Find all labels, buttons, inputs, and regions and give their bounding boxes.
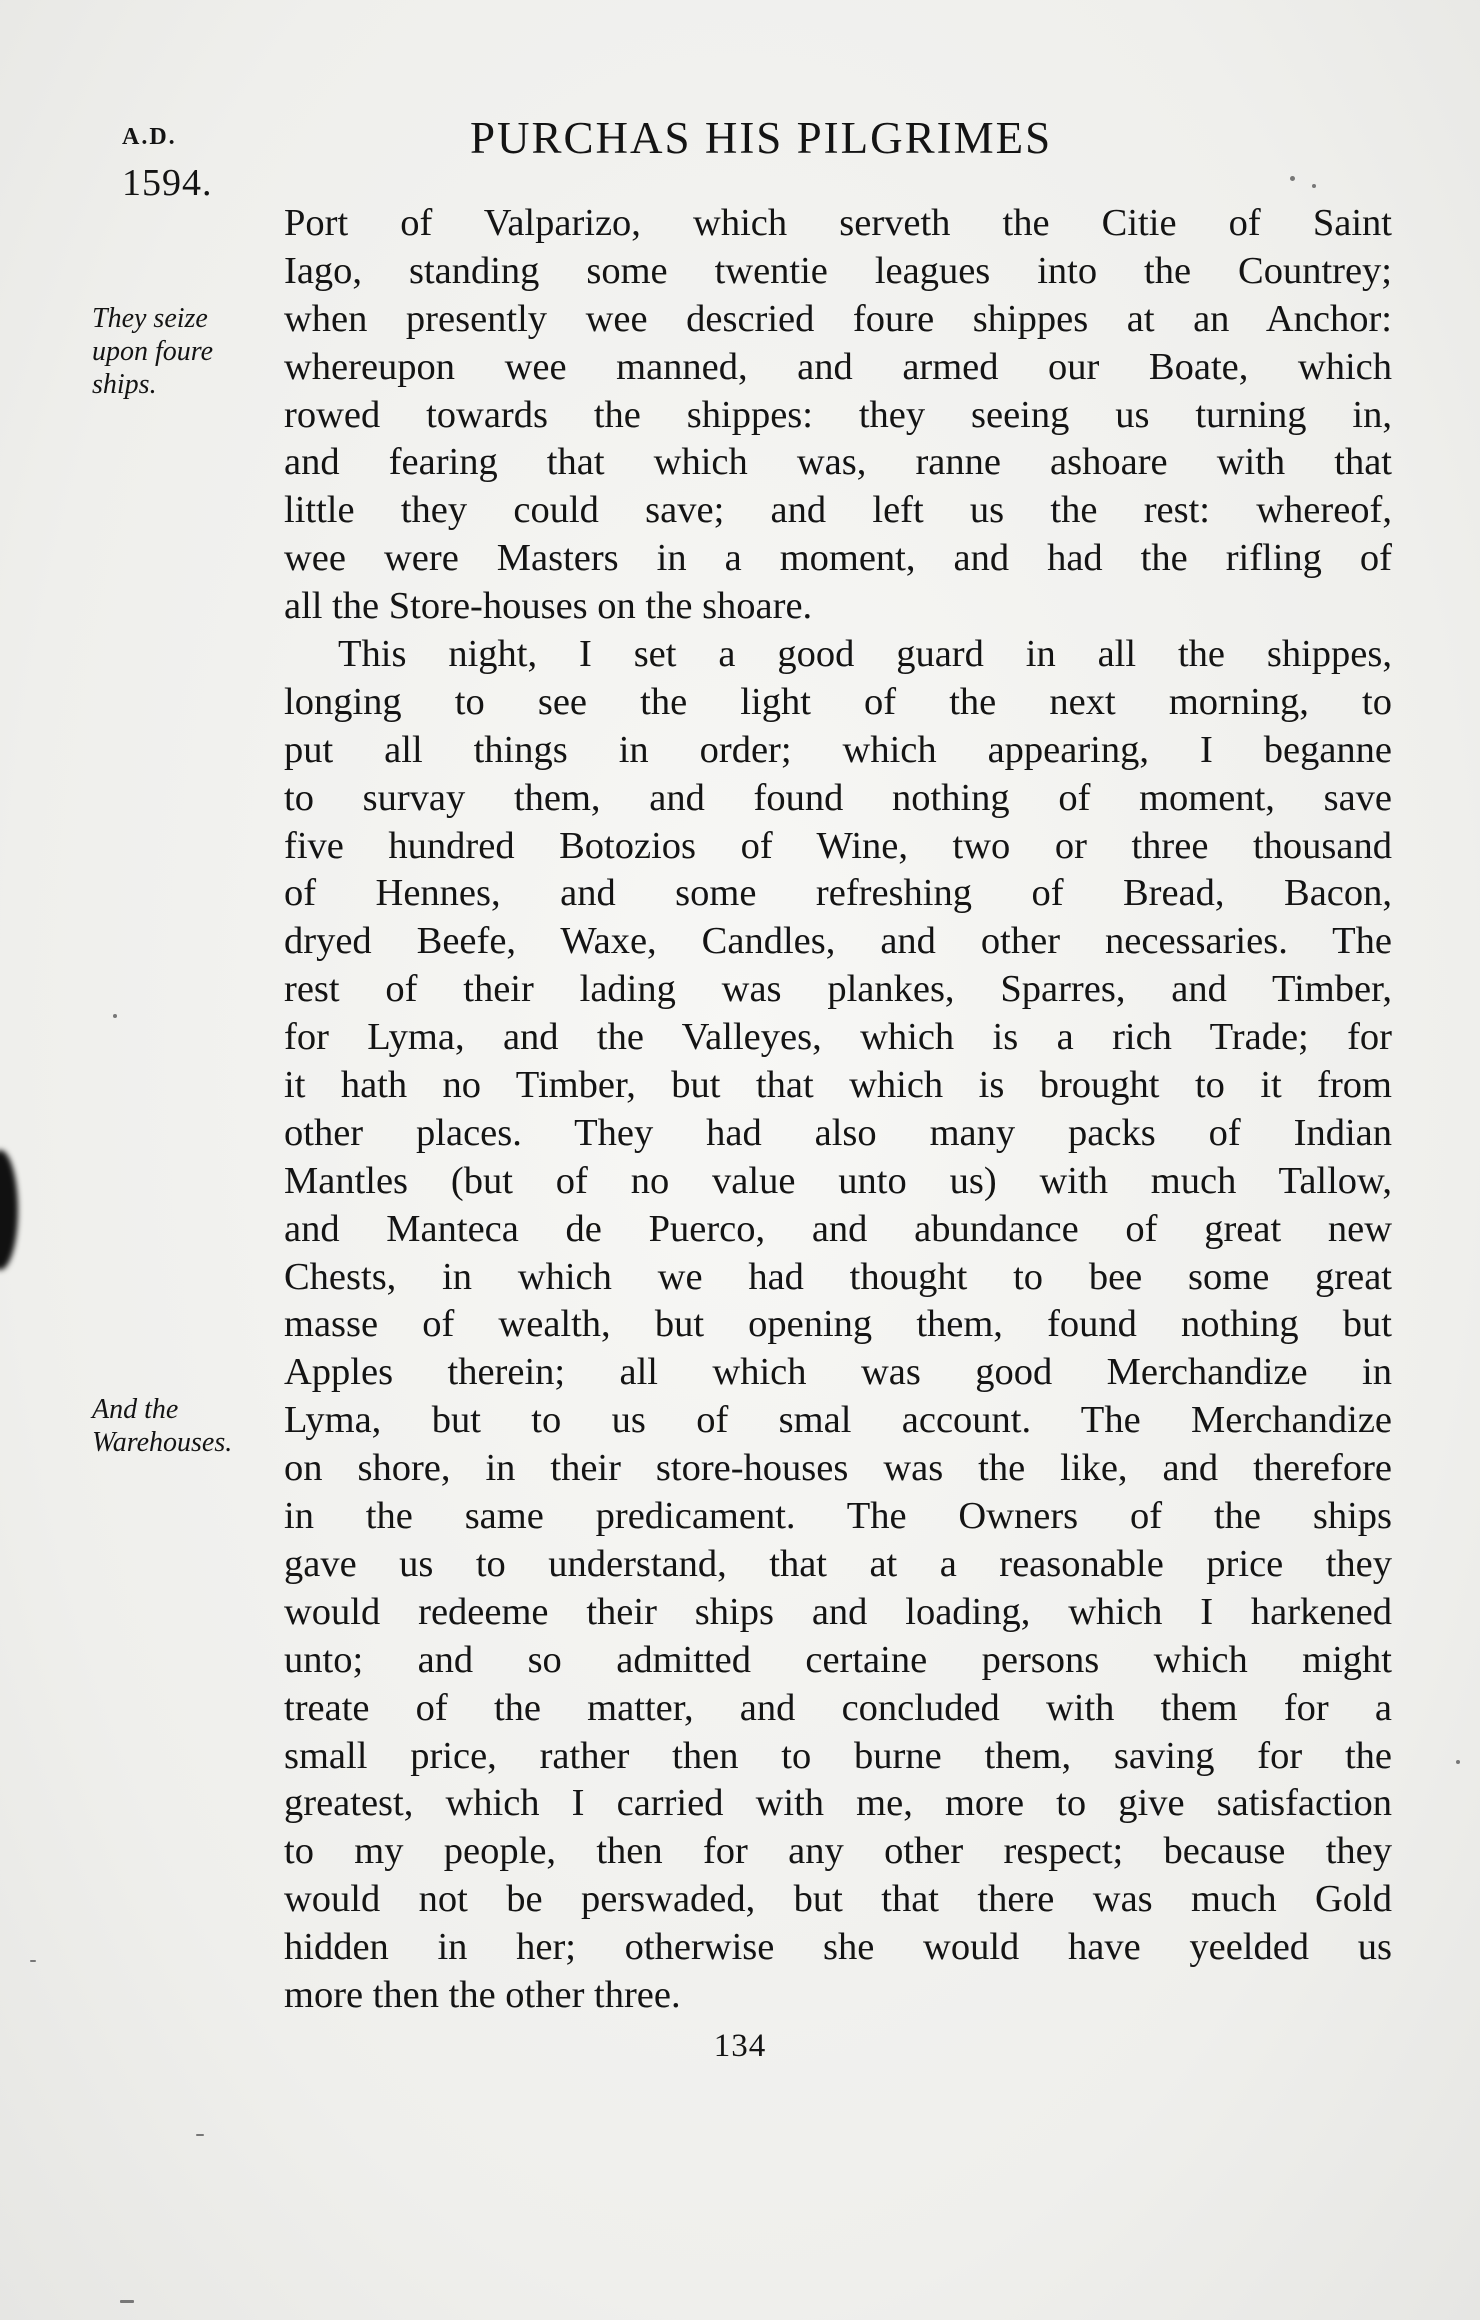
text-line: Iago, standing some twentie leagues into the Countrey; [284,249,1392,292]
scan-speck [1290,176,1295,181]
text-line: little they could save; and left us the rest: whereof, [284,489,1392,532]
text-line: masse of wealth, but opening them, found nothing but [284,1303,1392,1346]
text-line: This night, I set a good guard in all the shippes, [338,633,1392,676]
scan-speck [120,2300,134,2303]
scan-speck [1456,1760,1460,1764]
text-line: greatest, which I carried with me, more to give satisfaction [284,1782,1392,1825]
text-line: of Hennes, and some refreshing of Bread, Bacon, [284,872,1392,915]
binding-shadow [0,1150,18,1270]
year-label: 1594. [122,162,213,204]
sidenote-line: They seize [92,303,208,334]
text-line: small price, rather then to burne them, saving for the [284,1734,1392,1777]
scan-speck [30,1960,36,1962]
text-line: longing to see the light of the next morning, to [284,680,1392,723]
text-line: Apples therein; all which was good Merchandize in [284,1351,1392,1394]
text-line: would not be perswaded, but that there was much Gold [284,1878,1392,1921]
text-line: would redeeme their ships and loading, which I harkened [284,1590,1392,1633]
sidenote-line: upon foure [92,336,214,367]
text-line: gave us to understand, that at a reasonable price they [284,1542,1392,1585]
text-line: and fearing that which was, ranne ashoare with that [284,441,1392,484]
text-line: other places. They had also many packs of Indian [284,1111,1392,1154]
text-line: whereupon wee manned, and armed our Boate, which [284,345,1392,388]
text-line: all the Store-houses on the shoare. [284,585,813,628]
text-line: more then the other three. [284,1973,681,2016]
text-line: on shore, in their store-houses was the like, and therefore [284,1447,1392,1490]
body-text [284,200,1392,2020]
text-line: Mantles (but of no value unto us) with much Tallow, [284,1159,1392,1202]
text-line: Lyma, but to us of smal account. The Merchandize [284,1399,1392,1442]
text-line: when presently wee descried foure shippes at an Anchor: [284,297,1392,340]
text-line: rowed towards the shippes: they seeing us turning in, [284,393,1392,436]
scan-speck [113,1014,117,1018]
text-line: Port of Valparizo, which serveth the Citie of Saint [284,202,1392,244]
era-label: A.D. [122,124,177,150]
text-line: unto; and so admitted certaine persons which might [284,1638,1392,1681]
scan-speck [196,2134,204,2136]
running-title: PURCHAS HIS PILGRIMES [470,113,1053,163]
page-number: 134 [713,2028,767,2064]
text-line: it hath no Timber, but that which is brought to it from [284,1064,1392,1107]
text-line: rest of their lading was plankes, Sparres, and Timber, [284,968,1392,1011]
sidenote-seize-ships [92,302,272,401]
text-line: put all things in order; which appearing, I beganne [284,728,1392,771]
text-line: for Lyma, and the Valleyes, which is a rich Trade; for [284,1016,1392,1059]
sidenote-line: And the [92,1394,179,1425]
text-line: to my people, then for any other respect; because they [284,1830,1392,1873]
scan-speck [1312,184,1316,188]
sidenote-line: Warehouses. [92,1427,233,1458]
text-line: and Manteca de Puerco, and abundance of great new [284,1207,1392,1250]
text-line: wee were Masters in a moment, and had the rifling of [284,537,1392,580]
sidenote-warehouses [92,1393,272,1459]
text-line: dryed Beefe, Waxe, Candles, and other necessaries. The [284,920,1392,963]
sidenote-line: ships. [92,369,157,400]
margin-date [122,124,232,205]
text-line: five hundred Botozios of Wine, two or three thousand [284,824,1392,867]
text-line: treate of the matter, and concluded with them for a [284,1686,1392,1729]
text-line: Chests, in which we had thought to bee some great [284,1255,1392,1298]
text-line: to survay them, and found nothing of moment, save [284,776,1392,819]
text-line: in the same predicament. The Owners of the ships [284,1495,1392,1538]
text-line: hidden in her; otherwise she would have yeelded us [284,1926,1392,1969]
